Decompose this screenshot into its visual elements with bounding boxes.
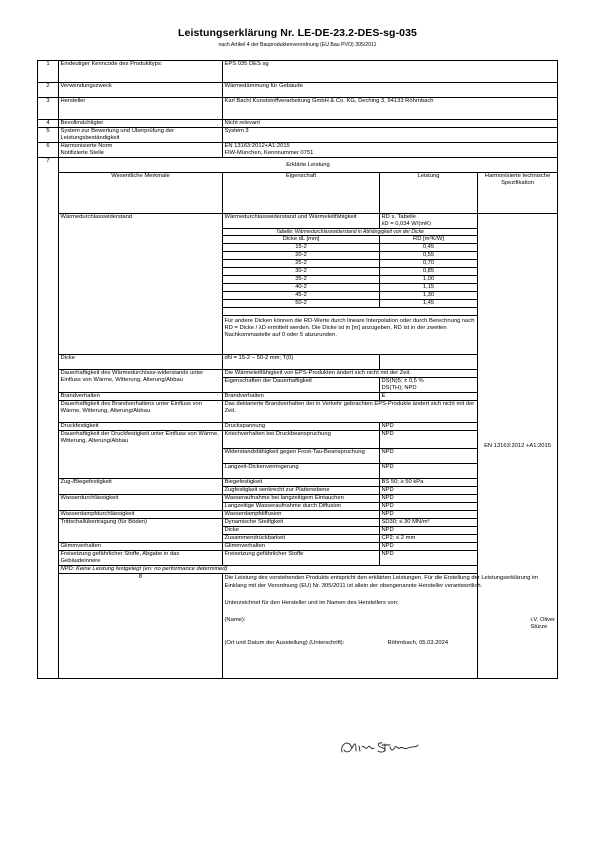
- perf-compressibility: CP2; ≤ 2 mm: [380, 535, 478, 543]
- row-manufacturer: [38, 98, 558, 120]
- perf-dynamic-stiffness: SD30; ≤ 30 MN/m³: [380, 519, 478, 527]
- row-intended-use: [38, 83, 558, 98]
- rd-cell: 1,00: [380, 276, 478, 284]
- thickness-table-title: Tabelle: Wärmedurchlasswiderstand in Abhängigkeit von der Dicke: [223, 229, 478, 236]
- row-value: FIW-München, Kennnummer 0751: [224, 150, 314, 156]
- prop-compression: Druckfestigkeit: [59, 423, 223, 431]
- declaration-table: [37, 60, 558, 679]
- row-value: System 3: [223, 128, 558, 143]
- harmonised-spec-value: EN 13163:2012 +A1:2015: [478, 214, 558, 679]
- row-label: Harmonisierte Norm: [60, 143, 113, 149]
- char-water-immersion: Wasseraufnahme bei langzeitigem Eintauchen: [223, 495, 380, 503]
- char-thickness: Dicke: [59, 355, 223, 370]
- row-value: Karl Bachl Kunststoffverarbeitung GmbH & Co. KG, Deching 3, 94133 Röhrnbach: [223, 98, 558, 120]
- thickness-cell: 45-2: [223, 292, 380, 300]
- document-title: Leistungserklärung Nr. LE-DE-23.2-DES-sg-035: [178, 27, 417, 39]
- row-value: Wärmedämmung für Gebäude: [223, 83, 558, 98]
- thermal-row: [38, 214, 558, 229]
- prop-impact: Trittschallübertragung (für Böden): [59, 519, 223, 543]
- col-header-characteristic: Eigenschaft: [223, 173, 380, 214]
- thickness-cell: 15-2: [223, 244, 380, 252]
- perf-durability-ds-n: DS(N)5; ± 0,5 %: [381, 378, 424, 384]
- char-fire: Brandverhalten: [223, 393, 380, 401]
- char-glow: Glimmverhalten: [223, 543, 380, 551]
- char-compressibility: Zusammendrückbarkeit: [223, 535, 380, 543]
- col-header-properties: Wesentliche Merkmale: [59, 173, 223, 214]
- col-header-spec: Harmonisierte technische Spezifikation: [478, 173, 558, 214]
- char-thermal: Wärmedurchlasswiderstand und Wärmeleitfähigkeit: [223, 214, 380, 229]
- prop-water: Wasserdurchlässigkeit: [59, 495, 223, 511]
- char-durability: Eigenschaften der Dauerhaftigkeit: [223, 378, 380, 393]
- perf-tensile-perpendicular: NPD: [380, 487, 478, 495]
- npd-note-row: [38, 566, 558, 574]
- perf-durability-ds-th: DS(TH); NPD: [381, 385, 417, 391]
- thickness-cell: 20-2: [223, 252, 380, 260]
- rd-cell: 0,55: [380, 252, 478, 260]
- perf-bending: BS 50; ≥ 50 kPa: [380, 479, 478, 487]
- place-date-label: (Ort und Datum der Ausstellung) (Unterschrift):: [224, 640, 345, 646]
- perf-thickness-reduction: NPD: [380, 464, 478, 479]
- perf-thickness: dN = 15-2 – 50-2 mm; T(0): [223, 355, 380, 370]
- row-number: 2: [38, 83, 59, 98]
- row-value: EN 13163:2012+A1:2015: [224, 143, 290, 149]
- rd-col-header: RD [m²K/W]: [380, 236, 478, 244]
- char-bending: Biegefestigkeit: [223, 479, 380, 487]
- rd-cell: 1,15: [380, 284, 478, 292]
- prop-tensile: Zug-/Biegefestigkeit: [59, 479, 223, 495]
- row-number: 5: [38, 128, 59, 143]
- perf-thermal-lambda: λD = 0,034 W/(mK): [381, 221, 431, 227]
- row-label: Bevollmächtigter: [59, 120, 223, 128]
- row-value: Nicht relevant: [223, 120, 558, 128]
- rd-cell: 0,45: [380, 244, 478, 252]
- char-freeze-thaw: Widerstandsfähigkeit gegen Frost-Tau-Beanspruchung: [223, 449, 380, 464]
- thickness-cell: 40-2: [223, 284, 380, 292]
- row-number: 8: [59, 574, 223, 679]
- prop-fire: Brandverhalten: [59, 393, 223, 401]
- row-product-code: [38, 61, 558, 83]
- row-label: Hersteller: [59, 98, 223, 120]
- thermal-note: Für andere Dicken können die RD-Werte durch lineare Interpolation oder durch Berechnung nach RD = Dicke / λD ermittelt werden. Die Dicke ist in [m] anzugeben, RD ist in der zweiten Nachkommastelle auf 0 oder 5 abzurunden.: [223, 316, 478, 355]
- row-authorised-rep: [38, 120, 558, 128]
- name-value: i.V. Oliver Stürze: [530, 617, 556, 630]
- char-impact-thickness: Dicke: [223, 527, 380, 535]
- char-dangerous: Freisetzung gefährlicher Stoffe: [223, 551, 380, 566]
- char-vapour: Wasserdampfdiffusion: [223, 511, 380, 519]
- thickness-cell: 50-2: [223, 300, 380, 308]
- perf-thermal-rd: RD s. Tabelle: [381, 214, 416, 220]
- char-fire-durability: Das deklarierte Brandverhalten der in Verkehr gebrachten EPS-Produkte ändert sich nicht mit der Zeit.: [223, 401, 478, 423]
- row-label: Notifizierte Stelle: [60, 150, 104, 156]
- handwritten-signature: [338, 738, 433, 758]
- rd-cell: 0,70: [380, 260, 478, 268]
- row-declaration: [38, 574, 558, 679]
- place-date-value: Röhrnbach, 05.03.2024: [387, 640, 449, 646]
- char-dynamic-stiffness: Dynamische Steifigkeit: [223, 519, 380, 527]
- row-number: 7: [38, 158, 59, 679]
- name-label: (Name):: [224, 617, 246, 623]
- row-number: 4: [38, 120, 59, 128]
- thermal-spacer: [223, 308, 478, 316]
- rd-cell: 1,30: [380, 292, 478, 300]
- row-avcp-system: [38, 128, 558, 143]
- document-subtitle: nach Artikel 4 der Bauproduktenverordnung (EU Bau PVO) 305/2011: [218, 42, 377, 48]
- perf-fire: E: [380, 393, 478, 401]
- char-creep: Kriechverhalten bei Druckbeanspruchung: [223, 431, 380, 449]
- row-number: 3: [38, 98, 59, 120]
- row-declared-performance: [38, 158, 558, 173]
- perf-compression: NPD: [380, 423, 478, 431]
- prop-compression-durability: Dauerhaftigkeit der Druckfestigkeit unter Einfluss von Wärme, Witterung, Alterung/Abbau: [59, 431, 223, 479]
- row-number: 6: [38, 143, 59, 158]
- thickness-col-header: Dicke dL [mm]: [223, 236, 380, 244]
- char-durability-note: Die Wärmeleitfähigkeit von EPS-Produkten ändert sich nicht mit der Zeit.: [223, 370, 478, 378]
- rd-cell: 0,85: [380, 268, 478, 276]
- perf-vapour: NPD: [380, 511, 478, 519]
- perf-water-diffusion: NPD: [380, 503, 478, 511]
- prop-durability: Dauerhaftigkeit des Wärmedurchlass-widerstands unter Einfluss von Wärme, Witterung, Alterung/Abbau: [59, 370, 223, 393]
- perf-water-immersion: NPD: [380, 495, 478, 503]
- perf-creep: NPD: [380, 431, 478, 449]
- thickness-cell: 30-2: [223, 268, 380, 276]
- row-label: Verwendungszweck: [59, 83, 223, 98]
- perf-column-headers: [38, 173, 558, 214]
- prop-glow: Glimmverhalten: [59, 543, 223, 551]
- row-value: EPS 035 DES sg: [223, 61, 558, 83]
- thickness-cell: 25-2: [223, 260, 380, 268]
- declared-performance-header: Erklärte Leistung: [59, 158, 558, 173]
- char-thickness-reduction: Langzeit-Dickenverringerung: [223, 464, 380, 479]
- row-harmonised-standard: [38, 143, 558, 158]
- perf-freeze-thaw: NPD: [380, 449, 478, 464]
- char-water-diffusion: Langzeitige Wasseraufnahme durch Diffusion: [223, 503, 380, 511]
- perf-impact-thickness: NPD: [380, 527, 478, 535]
- rd-cell: 1,45: [380, 300, 478, 308]
- prop-fire-durability: Dauerhaftigkeit des Brandverhaltens unter Einfluss von Wärme, Witterung, Alterung/Abbau: [59, 401, 223, 423]
- prop-dangerous: Freisetzung gefährlicher Stoffe, Abgabe in das Gebäudeinnere: [59, 551, 223, 566]
- char-tensile-perpendicular: Zugfestigkeit senkrecht zur Plattenebene: [223, 487, 380, 495]
- thickness-cell: 35-2: [223, 276, 380, 284]
- npd-note: NPD: Keine Leistung festgelegt (en: no performance determined): [59, 566, 558, 574]
- signed-for-text: Unterzeichnet für den Hersteller und im Namen des Herstellers von:: [224, 600, 399, 606]
- row-number: 1: [38, 61, 59, 83]
- prop-thermal: Wärmedurchlasswiderstand: [59, 214, 223, 355]
- row-label: System zur Bewertung und Überprüfung der Leistungsbeständigkeit: [59, 128, 223, 143]
- declaration-text: Die Leistung des vorstehenden Produkts entspricht den erklärten Leistungen. Für die Erstellung der Leistungserklärung im Einklang mit der Verordnung (EU) Nr. 305/2011 ist allein der obengenannte Hersteller verantwortlich.: [224, 575, 539, 589]
- prop-vapour: Wasserdampfdurchlässigkeit: [59, 511, 223, 519]
- col-header-performance: Leistung: [380, 173, 478, 214]
- char-compression: Druckspannung: [223, 423, 380, 431]
- perf-dangerous: NPD: [380, 551, 478, 566]
- row-label: Eindeutiger Kenncode des Produkttyps:: [59, 61, 223, 83]
- perf-glow: NPD: [380, 543, 478, 551]
